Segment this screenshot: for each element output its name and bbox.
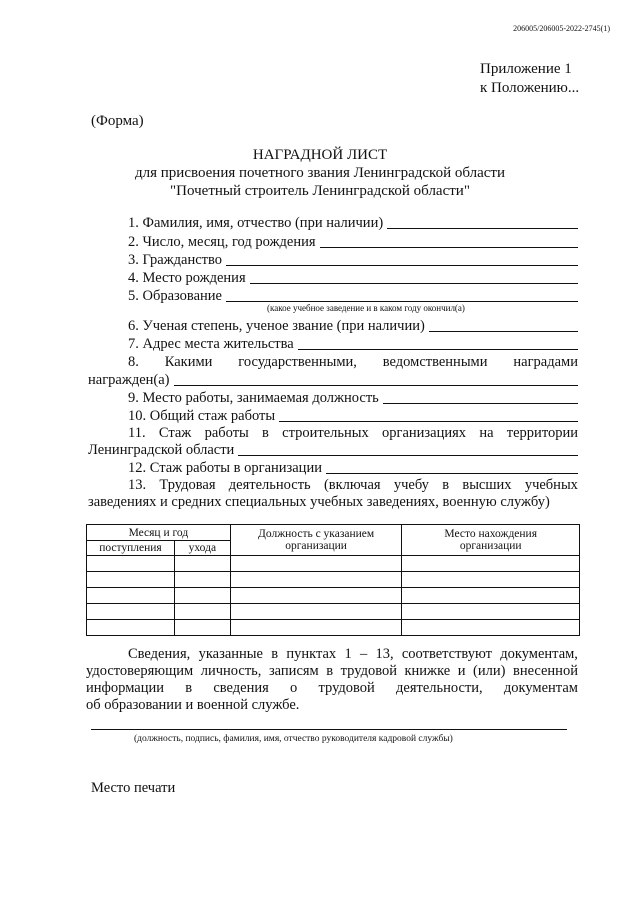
word: удостоверяющим <box>86 663 194 679</box>
fill-line[interactable] <box>238 455 578 456</box>
fill-line[interactable] <box>226 301 578 302</box>
word: в <box>442 477 450 493</box>
fill-line[interactable] <box>226 265 578 266</box>
word: учебу <box>393 477 429 493</box>
word: указанные <box>198 646 263 662</box>
field-label: 10. Общий стаж работы <box>128 408 276 424</box>
word: о <box>290 680 298 696</box>
field-birth-place <box>128 269 578 287</box>
word: соответствуют <box>401 646 493 662</box>
word: Трудовая <box>159 477 216 493</box>
fill-line[interactable] <box>279 421 578 422</box>
word: ведомственными <box>382 354 488 370</box>
work-history-table <box>86 524 580 636</box>
field-label: 2. Число, месяц, год рождения <box>128 234 316 250</box>
field-awards-heading <box>128 353 578 371</box>
word: деятельности, <box>396 680 483 696</box>
word: пунктах <box>286 646 337 662</box>
word: – <box>359 646 368 662</box>
word: в <box>326 663 334 679</box>
table-row <box>87 588 580 604</box>
header-month-year: Месяц и год <box>87 525 231 541</box>
form-label: (Форма) <box>91 113 144 129</box>
field-construction-experience-heading <box>128 424 578 442</box>
word: государственными, <box>238 354 357 370</box>
word: Какими <box>164 354 213 370</box>
fill-line[interactable] <box>383 403 578 404</box>
header-location <box>402 525 580 556</box>
field-workplace <box>128 389 578 407</box>
table-cell[interactable] <box>87 604 175 620</box>
fill-line[interactable] <box>174 385 578 386</box>
field-label: награжден(а) <box>88 372 170 388</box>
word: трудовой <box>318 680 375 696</box>
word: 13. <box>128 477 147 493</box>
header-end: ухода <box>174 541 230 556</box>
title-line-1: НАГРАДНОЙ ЛИСТ <box>252 147 388 163</box>
word: 8. <box>128 354 139 370</box>
word: территории <box>506 425 578 441</box>
table-cell[interactable] <box>230 572 402 588</box>
education-caption: (какое учебное заведение и в каком году окончил(а) <box>267 303 465 313</box>
word: сведения <box>213 680 269 696</box>
document-id: 206005/206005-2022-2745(1) <box>513 24 610 33</box>
word: работы <box>204 425 249 441</box>
field-label: 9. Место работы, занимаемая должность <box>128 390 379 406</box>
appendix-line-1: Приложение 1 <box>480 61 572 77</box>
table-cell[interactable] <box>402 588 580 604</box>
table-cell[interactable] <box>230 556 402 572</box>
header-position-line-1: Должность с указанием <box>258 528 375 540</box>
field-construction-experience <box>88 441 578 459</box>
word: организациях <box>382 425 467 441</box>
table-cell[interactable] <box>402 604 580 620</box>
statement-line-2 <box>86 663 578 680</box>
table-cell[interactable] <box>174 588 230 604</box>
table-cell[interactable] <box>87 588 175 604</box>
header-position-line-2: организации <box>285 540 347 552</box>
word: записям <box>268 663 319 679</box>
table-cell[interactable] <box>174 572 230 588</box>
appendix-note <box>480 60 579 98</box>
table-cell[interactable] <box>87 556 175 572</box>
fill-line[interactable] <box>298 349 578 350</box>
field-work-history-heading <box>128 476 578 494</box>
word: высших <box>462 477 512 493</box>
statement-line-4: об образовании и военной службе. <box>86 697 300 713</box>
word: Стаж <box>158 425 192 441</box>
field-academic-degree <box>128 317 578 335</box>
document-title <box>0 146 640 200</box>
fill-line[interactable] <box>250 283 578 284</box>
header-location-line-2: организации <box>459 540 522 552</box>
field-label: 4. Место рождения <box>128 270 246 286</box>
table-row <box>87 620 580 636</box>
header-start: поступления <box>87 541 175 556</box>
table-cell[interactable] <box>230 620 402 636</box>
word: в <box>271 646 279 662</box>
statement-paragraph <box>86 646 578 714</box>
table-cell[interactable] <box>174 620 230 636</box>
field-total-experience <box>128 407 578 425</box>
appendix-line-2: к Положению... <box>480 80 580 96</box>
header-location-line-1: Место нахождения <box>444 528 537 540</box>
word: строительных <box>282 425 369 441</box>
statement-line-1 <box>86 646 578 663</box>
table-cell[interactable] <box>230 604 402 620</box>
field-label: 6. Ученая степень, ученое звание (при наличии) <box>128 318 425 334</box>
table-row <box>87 556 580 572</box>
word: деятельность <box>228 477 311 493</box>
table-cell[interactable] <box>87 572 175 588</box>
field-label: 3. Гражданство <box>128 252 223 268</box>
word: (или) <box>473 663 506 679</box>
field-label: заведениях и средних специальных учебных заведениях, военную службу) <box>88 494 550 510</box>
table-row <box>87 572 580 588</box>
title-line-3: "Почетный строитель Ленинградской области" <box>170 183 470 199</box>
fill-line[interactable] <box>387 228 578 229</box>
word: на <box>479 425 494 441</box>
field-citizenship <box>128 251 578 269</box>
word: книжке <box>404 663 451 679</box>
table-cell[interactable] <box>174 604 230 620</box>
signature-line[interactable] <box>91 729 567 730</box>
field-label: 1. Фамилия, имя, отчество (при наличии) <box>128 215 384 231</box>
word: информации <box>86 680 164 696</box>
field-birth-date <box>128 233 578 251</box>
word: документам, <box>500 646 578 662</box>
word: 1 <box>344 646 352 662</box>
fill-line[interactable] <box>320 247 578 248</box>
word: наградами <box>513 354 578 370</box>
title-line-2: для присвоения почетного звания Ленинградской области <box>135 165 505 181</box>
table-cell[interactable] <box>174 556 230 572</box>
field-full-name <box>128 214 578 232</box>
word: личность, <box>200 663 262 679</box>
field-label: Ленинградской области <box>88 442 235 458</box>
statement-line-3 <box>86 680 578 697</box>
word: внесенной <box>512 663 578 679</box>
word: трудовой <box>340 663 397 679</box>
table-cell[interactable] <box>402 572 580 588</box>
field-awards <box>88 371 578 389</box>
field-address <box>128 335 578 353</box>
field-label: 7. Адрес места жительства <box>128 336 294 352</box>
fill-line[interactable] <box>326 473 578 474</box>
word: в <box>262 425 269 441</box>
table-cell[interactable] <box>230 588 402 604</box>
stamp-place: Место печати <box>91 780 176 796</box>
table-cell[interactable] <box>87 620 175 636</box>
word: документам <box>503 680 578 696</box>
table-row <box>87 604 580 620</box>
word: учебных <box>524 477 578 493</box>
table-cell[interactable] <box>402 620 580 636</box>
field-label: 12. Стаж работы в организации <box>128 460 322 476</box>
field-work-history-continued <box>88 493 578 511</box>
field-org-experience <box>128 459 578 477</box>
field-label: 5. Образование <box>128 288 222 304</box>
signature-caption: (должность, подпись, фамилия, имя, отчество руководителя кадровой службы) <box>134 734 453 744</box>
word: в <box>185 680 193 696</box>
word: Сведения, <box>128 646 191 662</box>
word: и <box>457 663 466 679</box>
word: 11. <box>128 425 146 441</box>
fill-line[interactable] <box>429 331 578 332</box>
header-position <box>230 525 402 556</box>
table-cell[interactable] <box>402 556 580 572</box>
word: 13, <box>375 646 394 662</box>
word: (включая <box>323 477 381 493</box>
